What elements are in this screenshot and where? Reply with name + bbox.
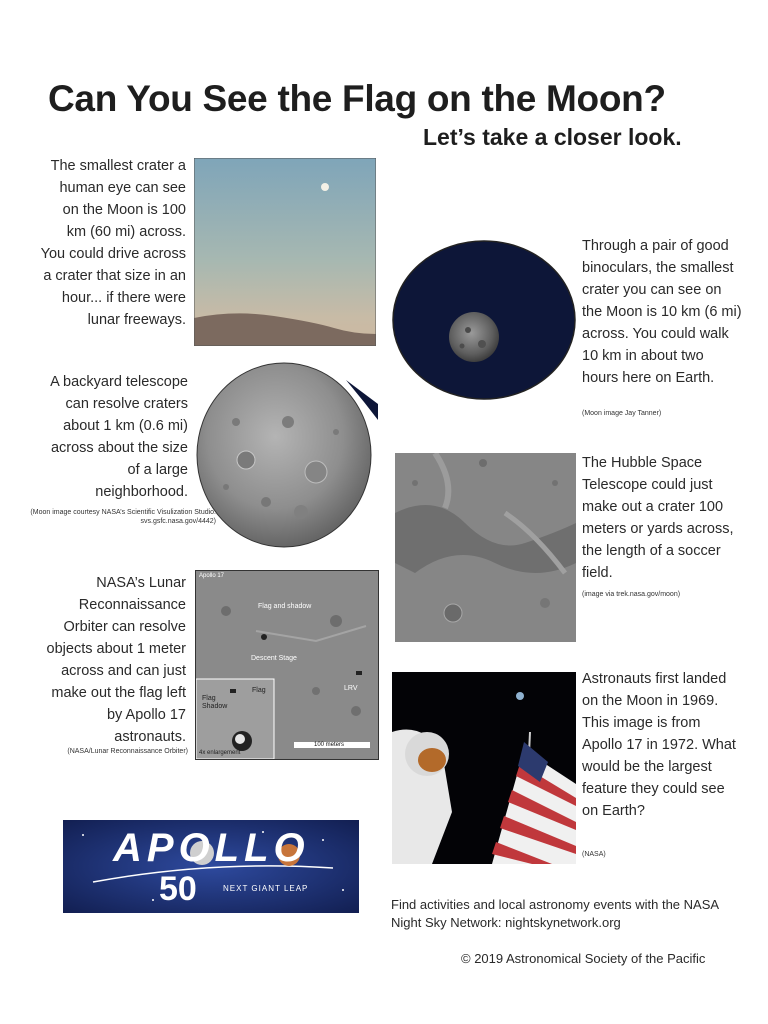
apollo-50-logo [63, 820, 359, 913]
telescope-text: A backyard telescope can resolve craters about 1 km (0.6 mi) across about the size of a large neighborhood. [50, 374, 188, 500]
lro-enlargement-label: 4x enlargement [199, 750, 241, 756]
astronauts-credit: (NASA) [582, 851, 606, 858]
lro-descent-label: Descent Stage [251, 655, 297, 662]
lro-flag-label: Flag [252, 687, 266, 694]
page-subtitle: Let’s take a closer look. [423, 124, 682, 150]
telescope-credit: (Moon image courtesy NASA’s Scientific Visulization Studio: svs.gsfc.nasa.gov/4442) [30, 509, 216, 525]
binocular-view-image [392, 240, 576, 400]
activities-note: Find activities and local astronomy events with the NASA Night Sky Network: nightskynetwork.org [391, 897, 719, 930]
lro-shadow-label: Flag Shadow [202, 695, 228, 710]
logo-tagline: NEXT GIANT LEAP [223, 884, 309, 893]
lro-scale-label: 100 meters [314, 742, 345, 748]
eye-text: The smallest crater a human eye can see on the Moon is 100 km (60 mi) across. You could drive across a crater that size in an hour... if there were lunar freeways. [40, 158, 186, 328]
hubble-terrain-image [395, 453, 576, 642]
lro-lrv-label: LRV [344, 685, 358, 692]
binoculars-text: Through a pair of good binoculars, the smallest crater you can see on the Moon is 10 km (6 mi) across. You could walk 10 km in about two hours here on Earth. [582, 238, 742, 386]
lro-flag-shadow-label: Flag and shadow [258, 603, 312, 610]
hubble-credit: (image via trek.nasa.gov/moon) [582, 591, 681, 598]
page-title: Can You See the Flag on the Moon? [48, 78, 666, 119]
copyright: © 2019 Astronomical Society of the Pacific [461, 951, 706, 966]
lro-credit: (NASA/Lunar Reconnaissance Orbiter) [67, 748, 188, 755]
astronauts-text: Astronauts first landed on the Moon in 1969. This image is from Apollo 17 in 1972. What would be the largest feature they could see on Earth? [582, 671, 736, 819]
lro-mission-label: Apollo 17 [199, 573, 225, 579]
lro-landing-site-image [195, 570, 379, 760]
lro-text: NASA’s Lunar Reconnaissance Orbiter can resolve objects about 1 meter across and can just make out the flag left by Apollo 17 astronauts. [46, 575, 186, 745]
hubble-text: The Hubble Space Telescope could just make out a crater 100 meters or yards across, the length of a soccer field. [582, 455, 734, 581]
binoculars-credit: (Moon image Jay Tanner) [582, 410, 662, 417]
sky-moon-photo [194, 158, 376, 346]
logo-number: 50 [159, 870, 197, 908]
apollo17-astronaut-photo [392, 672, 576, 864]
telescope-moon-image [196, 362, 378, 548]
logo-word: APOLLO [113, 826, 310, 870]
